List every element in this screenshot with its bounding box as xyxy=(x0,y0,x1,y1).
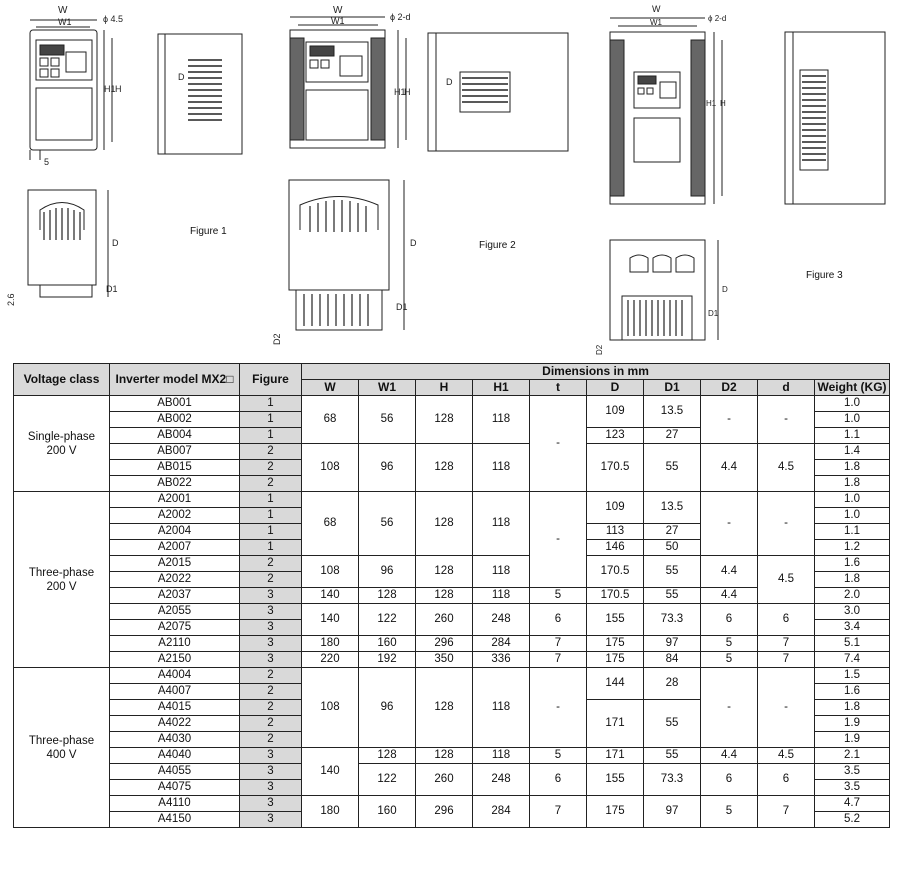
header-weight: Weight (KG) xyxy=(815,380,890,396)
cell: 171 xyxy=(587,748,644,764)
cell: 180 xyxy=(302,636,359,652)
cell: - xyxy=(530,492,587,588)
weight-cell: 1.0 xyxy=(815,396,890,412)
cell: 170.5 xyxy=(587,556,644,588)
cell: 68 xyxy=(302,396,359,444)
cell: 6 xyxy=(701,764,758,796)
figure-cell: 3 xyxy=(240,796,302,812)
model-cell: AB007 xyxy=(110,444,240,460)
cell: 350 xyxy=(416,652,473,668)
dim-five-label: 5 xyxy=(44,157,50,167)
dim-d1-label-2: D1 xyxy=(396,302,408,312)
weight-cell: 7.4 xyxy=(815,652,890,668)
figure1-bottom-view xyxy=(6,190,119,306)
dim-w-label: W xyxy=(58,5,68,16)
cell: 108 xyxy=(302,556,359,588)
model-cell: A2150 xyxy=(110,652,240,668)
cell: 55 xyxy=(644,588,701,604)
cell: 4.5 xyxy=(758,444,815,492)
cell: 97 xyxy=(644,636,701,652)
weight-cell: 1.8 xyxy=(815,460,890,476)
header-inverter-model: Inverter model MX2□ xyxy=(110,364,240,396)
header-voltage-class: Voltage class xyxy=(14,364,110,396)
figure1-caption: Figure 1 xyxy=(190,226,227,237)
figure-cell: 2 xyxy=(240,460,302,476)
figure1-side-view xyxy=(158,34,242,154)
table-row xyxy=(14,668,890,684)
cell: 55 xyxy=(644,556,701,588)
cell: 55 xyxy=(644,444,701,492)
weight-cell: 3.0 xyxy=(815,604,890,620)
weight-cell: 1.1 xyxy=(815,428,890,444)
cell: 5 xyxy=(701,652,758,668)
cell: 50 xyxy=(644,540,701,556)
cell: 128 xyxy=(416,588,473,604)
cell: 171 xyxy=(587,700,644,748)
cell: 4.5 xyxy=(758,748,815,764)
model-cell: A2037 xyxy=(110,588,240,604)
table-row xyxy=(14,604,890,620)
cell: - xyxy=(758,492,815,556)
cell: 175 xyxy=(587,652,644,668)
cell: - xyxy=(701,668,758,748)
cell: 118 xyxy=(473,444,530,492)
cell: 296 xyxy=(416,796,473,828)
model-cell: A4022 xyxy=(110,716,240,732)
model-cell: A4040 xyxy=(110,748,240,764)
dim-d-label-5: D xyxy=(722,285,728,294)
dim-hole2-label: ϕ 2-d xyxy=(390,12,411,22)
figure-cell: 2 xyxy=(240,444,302,460)
weight-cell: 4.7 xyxy=(815,796,890,812)
model-cell: AB001 xyxy=(110,396,240,412)
model-cell: AB022 xyxy=(110,476,240,492)
cell: 109 xyxy=(587,396,644,428)
cell: 160 xyxy=(359,796,416,828)
cell: 128 xyxy=(416,444,473,492)
weight-cell: 1.9 xyxy=(815,732,890,748)
model-cell: A4007 xyxy=(110,684,240,700)
cell: 55 xyxy=(644,700,701,748)
weight-cell: 2.1 xyxy=(815,748,890,764)
dim-d-label-3: D xyxy=(446,77,453,87)
cell: 84 xyxy=(644,652,701,668)
cell: 175 xyxy=(587,796,644,828)
figure-cell: 2 xyxy=(240,684,302,700)
weight-cell: 1.0 xyxy=(815,492,890,508)
weight-cell: 3.5 xyxy=(815,780,890,796)
cell: - xyxy=(530,668,587,748)
dim-w1-label: W1 xyxy=(58,17,72,27)
header-d-small: d xyxy=(758,380,815,396)
cell: 5 xyxy=(530,588,587,604)
dim-w1-label-2: W1 xyxy=(331,16,345,26)
dim-two-six-label: 2.6 xyxy=(6,293,16,306)
cell: 118 xyxy=(473,748,530,764)
dim-hole-label: ϕ 4.5 xyxy=(103,14,124,24)
model-cell: A4110 xyxy=(110,796,240,812)
dim-w-label-2: W xyxy=(333,5,343,16)
cell: 128 xyxy=(416,396,473,444)
model-cell: AB015 xyxy=(110,460,240,476)
cell: 6 xyxy=(530,604,587,636)
cell: 5 xyxy=(530,748,587,764)
figure-cell: 3 xyxy=(240,652,302,668)
figure-cell: 2 xyxy=(240,476,302,492)
cell: 118 xyxy=(473,492,530,556)
figure3-side-view xyxy=(785,32,885,204)
dim-h1-label: H1 xyxy=(104,84,116,94)
header-row-1 xyxy=(14,364,890,380)
figure-cell: 3 xyxy=(240,604,302,620)
voltage-class-single-200: Single-phase 200 V xyxy=(14,396,110,492)
cell: 7 xyxy=(530,652,587,668)
figure-cell: 1 xyxy=(240,396,302,412)
header-d1: D1 xyxy=(644,380,701,396)
model-cell: AB004 xyxy=(110,428,240,444)
model-cell: A2110 xyxy=(110,636,240,652)
cell: 260 xyxy=(416,604,473,636)
dim-d-label-2: D xyxy=(112,238,119,248)
figure-cell: 1 xyxy=(240,492,302,508)
cell: 73.3 xyxy=(644,764,701,796)
figure2-front-view xyxy=(290,5,411,148)
cell: 123 xyxy=(587,428,644,444)
weight-cell: 2.0 xyxy=(815,588,890,604)
weight-cell: 5.2 xyxy=(815,812,890,828)
figure-cell: 2 xyxy=(240,732,302,748)
figure2-bottom-view xyxy=(272,180,417,345)
cell: 56 xyxy=(359,492,416,556)
cell: 122 xyxy=(359,604,416,636)
cell: 128 xyxy=(359,588,416,604)
weight-cell: 1.6 xyxy=(815,684,890,700)
figure1-front-view xyxy=(30,5,123,167)
cell: 4.5 xyxy=(758,556,815,604)
figure-cell: 1 xyxy=(240,428,302,444)
cell: 6 xyxy=(758,764,815,796)
cell: 4.4 xyxy=(701,748,758,764)
model-cell: A2007 xyxy=(110,540,240,556)
weight-cell: 1.0 xyxy=(815,412,890,428)
weight-cell: 1.8 xyxy=(815,700,890,716)
cell: 96 xyxy=(359,444,416,492)
cell: 13.5 xyxy=(644,492,701,524)
weight-cell: 1.0 xyxy=(815,508,890,524)
figure-cell: 2 xyxy=(240,572,302,588)
figure-cell: 1 xyxy=(240,508,302,524)
dim-w1-label-3: W1 xyxy=(650,18,662,27)
figure3-front-view xyxy=(610,4,726,204)
cell: 248 xyxy=(473,764,530,796)
voltage-class-three-200: Three-phase 200 V xyxy=(14,492,110,668)
cell: 118 xyxy=(473,396,530,444)
cell: 140 xyxy=(302,604,359,636)
weight-cell: 5.1 xyxy=(815,636,890,652)
figure-cell: 3 xyxy=(240,764,302,780)
table-row xyxy=(14,492,890,508)
weight-cell: 1.6 xyxy=(815,556,890,572)
cell: 4.4 xyxy=(701,588,758,604)
cell: 192 xyxy=(359,652,416,668)
figure2-caption: Figure 2 xyxy=(479,240,516,251)
figure-cell: 3 xyxy=(240,780,302,796)
figure-cell: 1 xyxy=(240,524,302,540)
cell: 260 xyxy=(416,764,473,796)
dim-h-label-2: H xyxy=(404,87,411,97)
model-cell: A2004 xyxy=(110,524,240,540)
cell: 109 xyxy=(587,492,644,524)
figure-cell: 2 xyxy=(240,668,302,684)
cell: 118 xyxy=(473,588,530,604)
model-cell: AB002 xyxy=(110,412,240,428)
cell: 4.4 xyxy=(701,444,758,492)
model-cell: A4004 xyxy=(110,668,240,684)
model-cell: A4015 xyxy=(110,700,240,716)
cell: 140 xyxy=(302,748,359,796)
table-row xyxy=(14,444,890,460)
dim-h-label: H xyxy=(115,84,122,94)
cell: 7 xyxy=(530,796,587,828)
cell: 96 xyxy=(359,556,416,588)
table-row xyxy=(14,748,890,764)
cell: 7 xyxy=(758,796,815,828)
figure-cell: 1 xyxy=(240,412,302,428)
voltage-class-three-400: Three-phase 400 V xyxy=(14,668,110,828)
figure-cell: 2 xyxy=(240,716,302,732)
cell: 336 xyxy=(473,652,530,668)
cell: 122 xyxy=(359,764,416,796)
dim-d2-label: D2 xyxy=(272,333,282,345)
cell: 6 xyxy=(530,764,587,796)
dim-d1-label-3: D1 xyxy=(708,309,719,318)
figure-cell: 3 xyxy=(240,748,302,764)
cell: 27 xyxy=(644,524,701,540)
cell: 108 xyxy=(302,444,359,492)
cell: 155 xyxy=(587,604,644,636)
table-row xyxy=(14,652,890,668)
cell: 118 xyxy=(473,668,530,748)
cell: 7 xyxy=(530,636,587,652)
header-w: W xyxy=(302,380,359,396)
cell: 160 xyxy=(359,636,416,652)
cell: 68 xyxy=(302,492,359,556)
cell: 97 xyxy=(644,796,701,828)
cell: 128 xyxy=(416,748,473,764)
header-d2: D2 xyxy=(701,380,758,396)
cell: 128 xyxy=(416,492,473,556)
weight-cell: 3.5 xyxy=(815,764,890,780)
header-d: D xyxy=(587,380,644,396)
figure2-side-view xyxy=(428,33,568,151)
dim-h-label-3: H xyxy=(720,99,726,108)
cell: 6 xyxy=(758,604,815,636)
dim-h1-label-3: H1 xyxy=(706,99,717,108)
model-cell: A2001 xyxy=(110,492,240,508)
table-row xyxy=(14,796,890,812)
header-w1: W1 xyxy=(359,380,416,396)
dim-w-label-3: W xyxy=(652,4,661,14)
cell: 144 xyxy=(587,668,644,700)
cell: 6 xyxy=(701,604,758,636)
cell: - xyxy=(701,492,758,556)
cell: - xyxy=(758,396,815,444)
model-cell: A4030 xyxy=(110,732,240,748)
figure-cell: 3 xyxy=(240,812,302,828)
cell: 220 xyxy=(302,652,359,668)
cell: 170.5 xyxy=(587,588,644,604)
weight-cell: 1.8 xyxy=(815,476,890,492)
weight-cell: 1.2 xyxy=(815,540,890,556)
cell: 4.4 xyxy=(701,556,758,588)
weight-cell: 3.4 xyxy=(815,620,890,636)
cell: 56 xyxy=(359,396,416,444)
cell: 128 xyxy=(416,668,473,748)
model-cell: A2075 xyxy=(110,620,240,636)
cell: 146 xyxy=(587,540,644,556)
figure-cell: 1 xyxy=(240,540,302,556)
cell: 155 xyxy=(587,764,644,796)
table-row xyxy=(14,636,890,652)
header-h1: H1 xyxy=(473,380,530,396)
weight-cell: 1.4 xyxy=(815,444,890,460)
weight-cell: 1.1 xyxy=(815,524,890,540)
figure-cell: 2 xyxy=(240,700,302,716)
cell: 175 xyxy=(587,636,644,652)
dim-d-label-4: D xyxy=(410,238,417,248)
cell: 5 xyxy=(701,796,758,828)
model-cell: A4055 xyxy=(110,764,240,780)
header-t: t xyxy=(530,380,587,396)
figure-cell: 2 xyxy=(240,556,302,572)
cell: 7 xyxy=(758,652,815,668)
header-h: H xyxy=(416,380,473,396)
cell: 5 xyxy=(701,636,758,652)
table-row xyxy=(14,556,890,572)
dim-d-label: D xyxy=(178,72,185,82)
weight-cell: 1.8 xyxy=(815,572,890,588)
model-cell: A2015 xyxy=(110,556,240,572)
table-row xyxy=(14,764,890,780)
cell: 170.5 xyxy=(587,444,644,492)
cell: 128 xyxy=(416,556,473,588)
header-dimensions: Dimensions in mm xyxy=(302,364,890,380)
model-cell: A2022 xyxy=(110,572,240,588)
weight-cell: 1.5 xyxy=(815,668,890,684)
cell: 73.3 xyxy=(644,604,701,636)
header-figure: Figure xyxy=(240,364,302,396)
cell: 118 xyxy=(473,556,530,588)
table-row xyxy=(14,396,890,412)
cell: 284 xyxy=(473,796,530,828)
figure3-bottom-view xyxy=(595,240,728,355)
cell: 128 xyxy=(359,748,416,764)
model-cell: A4150 xyxy=(110,812,240,828)
cell: 27 xyxy=(644,428,701,444)
technical-drawings xyxy=(0,0,900,362)
cell: 7 xyxy=(758,636,815,652)
figure3-caption: Figure 3 xyxy=(806,270,843,281)
cell: 28 xyxy=(644,668,701,700)
dim-d1-label: D1 xyxy=(106,284,118,294)
cell: 13.5 xyxy=(644,396,701,428)
dim-hole2-label-3: ϕ 2-d xyxy=(708,14,727,23)
dim-d2-label-3: D2 xyxy=(595,344,604,355)
cell: 180 xyxy=(302,796,359,828)
model-cell: A2055 xyxy=(110,604,240,620)
cell: 284 xyxy=(473,636,530,652)
figure-cell: 3 xyxy=(240,588,302,604)
cell: 296 xyxy=(416,636,473,652)
cell: 113 xyxy=(587,524,644,540)
figure-cell: 3 xyxy=(240,620,302,636)
dimensions-table xyxy=(13,363,890,828)
dim-h1-label-2: H1 xyxy=(394,87,406,97)
model-cell: A4075 xyxy=(110,780,240,796)
cell: 108 xyxy=(302,668,359,748)
cell: - xyxy=(758,668,815,748)
weight-cell: 1.9 xyxy=(815,716,890,732)
cell: - xyxy=(701,396,758,444)
cell: 96 xyxy=(359,668,416,748)
cell: 55 xyxy=(644,748,701,764)
figures-area xyxy=(0,0,900,362)
model-cell: A2002 xyxy=(110,508,240,524)
figure-cell: 3 xyxy=(240,636,302,652)
cell: 140 xyxy=(302,588,359,604)
cell: 248 xyxy=(473,604,530,636)
cell: - xyxy=(530,396,587,492)
